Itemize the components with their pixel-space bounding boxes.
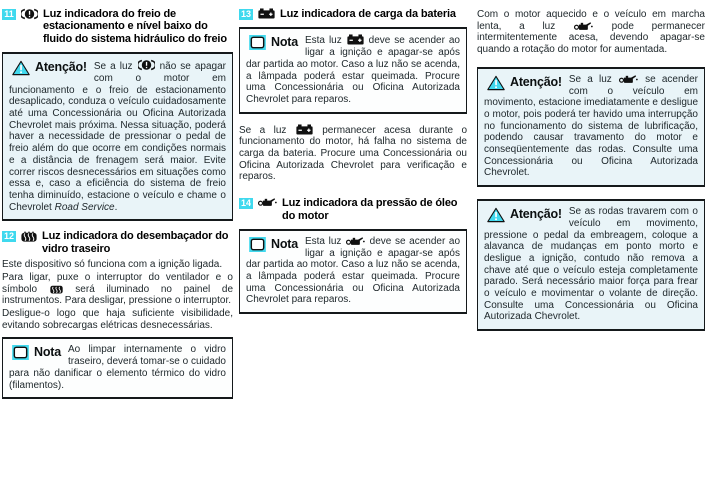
warning-paragraph — [484, 74, 698, 179]
warning-box — [2, 52, 233, 221]
warning-label — [486, 75, 562, 91]
oil-pressure-icon — [257, 197, 278, 207]
body-text: Se a luz — [239, 124, 287, 136]
section-number-badge: 14 — [240, 198, 251, 209]
body-paragraph — [2, 272, 233, 307]
note-icon — [248, 237, 267, 252]
warning-triangle-icon — [486, 75, 506, 91]
section-12-heading — [2, 230, 233, 255]
section-number-badge: 12 — [3, 231, 14, 242]
warning-text: não se apagar com o motor em funcionamento e o freio de estacionamento desaplicado, conduza o veículo cuidadosamente até uma Concessionária ou Oficina Autorizada Chevrolet mais próxima. Nessa situação, poderá haver a necessidade de pressionar o pedal de freio além do que ocorre em condições normais e a distância de frenagem será maior. Evite correr riscos desnecessários em situações como essa e, caso a eficiência do sistema de freio tenha diminuído, estacione o veículo e chame o Chevrolet — [9, 61, 227, 213]
section-number-badge: 11 — [2, 9, 16, 20]
section-title: Luz indicadora do freio de estacionamento e nível baixo do fluido do sistema hidráulico do freio — [43, 8, 227, 45]
note-box — [239, 229, 467, 314]
body-text: permanecer acesa durante o funcionamento do motor, há falha no sistema de carga da bateria. Procure uma Concessionária ou Oficina Autorizada Chevrolet para verificação e reparos. — [239, 124, 468, 183]
body-paragraph: Desligue-o logo que haja suficiente visibilidade, evitando sobrecargas elétricas desnecessárias. — [2, 307, 233, 331]
note-icon — [248, 35, 267, 50]
note-box — [2, 337, 233, 399]
warning-text: Se a luz — [93, 61, 133, 73]
warning-text-italic: Road Service — [54, 201, 115, 213]
warning-box — [477, 199, 705, 331]
column-right — [477, 6, 705, 340]
warning-triangle-icon — [486, 207, 506, 223]
warning-text: . — [114, 201, 118, 213]
note-paragraph — [246, 236, 460, 306]
oil-pressure-icon — [618, 74, 639, 84]
parking-brake-warning-icon — [20, 8, 39, 20]
body-text: Com o motor aquecido e o veículo em marcha lenta, a luz — [477, 9, 705, 32]
note-label-text: Nota — [271, 35, 298, 50]
section-title: Luz indicadora de carga da bateria — [280, 8, 456, 20]
note-icon — [11, 345, 30, 360]
warning-label-text: Atenção! — [510, 207, 562, 222]
warning-text: Se a luz — [568, 73, 612, 85]
warning-triangle-icon — [11, 60, 31, 76]
note-paragraph — [246, 34, 460, 105]
note-label-text: Nota — [271, 236, 298, 251]
body-paragraph — [239, 124, 467, 184]
note-box — [239, 27, 467, 113]
body-text: será iluminado no painel de instrumentos. Para desligar, pressione o interruptor. — [2, 283, 234, 307]
note-label — [248, 35, 298, 50]
column-middle — [239, 6, 467, 323]
rear-defogger-icon — [20, 230, 38, 242]
section-title: Luz indicadora do desembaçador do vidro traseiro — [42, 230, 229, 255]
column-left — [2, 6, 233, 408]
oil-pressure-icon — [573, 21, 594, 31]
body-text: Para ligar, puxe o interruptor do ventilador e o símbolo — [2, 271, 233, 295]
section-14-heading — [239, 197, 467, 222]
oil-pressure-icon — [345, 236, 366, 246]
note-label — [248, 237, 298, 252]
battery-icon — [257, 8, 276, 19]
warning-label-text: Atenção! — [510, 74, 562, 89]
note-paragraph — [9, 344, 226, 391]
warning-text: se acender com o veículo em movimento, estacione imediatamente e desligue o motor, pois poderá ter havido uma interrupção no funcionamento do sistema de lubrificação, podendo causar travamento do motor e conseqüentemente das rodas. Consulte uma Concessionária ou Oficina Autorizada Chevrolet. — [484, 73, 699, 179]
note-text: Esta luz — [304, 235, 342, 247]
rear-defogger-icon — [49, 284, 64, 294]
section-title: Luz indicadora da pressão de óleo do motor — [282, 197, 458, 222]
section-13-heading — [239, 8, 467, 20]
section-11-heading — [2, 8, 233, 45]
warning-text: Se as rodas travarem com o veículo em movimento, pressione o pedal da embreagem, coloque a alavanca de mudanças em ponto morto e desligue a ignição, contudo não remova a chave até que o veículo esteja completamente parado. Será necessário maior força para frear o veículo e movimentar o volante de direção. Consulte uma Concessionária ou Oficina Autorizada Chevrolet. — [484, 206, 698, 323]
parking-brake-warning-icon — [137, 59, 156, 71]
warning-label — [486, 207, 562, 223]
note-label-text: Nota — [34, 345, 61, 360]
section-number-badge: 13 — [240, 9, 251, 19]
battery-icon — [295, 124, 314, 135]
note-text: deve se acender ao ligar a ignição e apagar-se após dar partida ao motor. Caso a luz não se acenda, a lâmpada poderá estar queimada. Procure uma Concessionária ou Oficina Autorizada Chevrolet para reparos. — [246, 235, 461, 306]
note-text: Esta luz — [304, 35, 342, 47]
note-text: Ao limpar internamente o vidro traseiro, deverá tomar-se o cuidado para não danificar o elemento térmico do vidro (filamentos). — [9, 344, 226, 391]
warning-paragraph — [9, 59, 226, 213]
body-paragraph — [477, 9, 705, 56]
warning-box — [477, 67, 705, 187]
warning-label — [11, 60, 87, 76]
body-paragraph: Este dispositivo só funciona com a ignição ligada. — [2, 259, 223, 271]
body-text: pode permanecer intermitentemente acesa, devendo apagar-se quando a rotação do motor for aumentada. — [477, 20, 705, 56]
note-text: deve se acender ao ligar a ignição e apagar-se após dar partida ao motor. Caso a luz não se acenda, a lâmpada poderá estar queimada. Procure uma Concessionária ou Oficina Autorizada Chevrolet para reparos. — [246, 35, 460, 105]
warning-paragraph — [484, 206, 698, 323]
battery-icon — [346, 34, 365, 45]
warning-label-text: Atenção! — [35, 60, 87, 75]
note-label — [11, 345, 61, 360]
